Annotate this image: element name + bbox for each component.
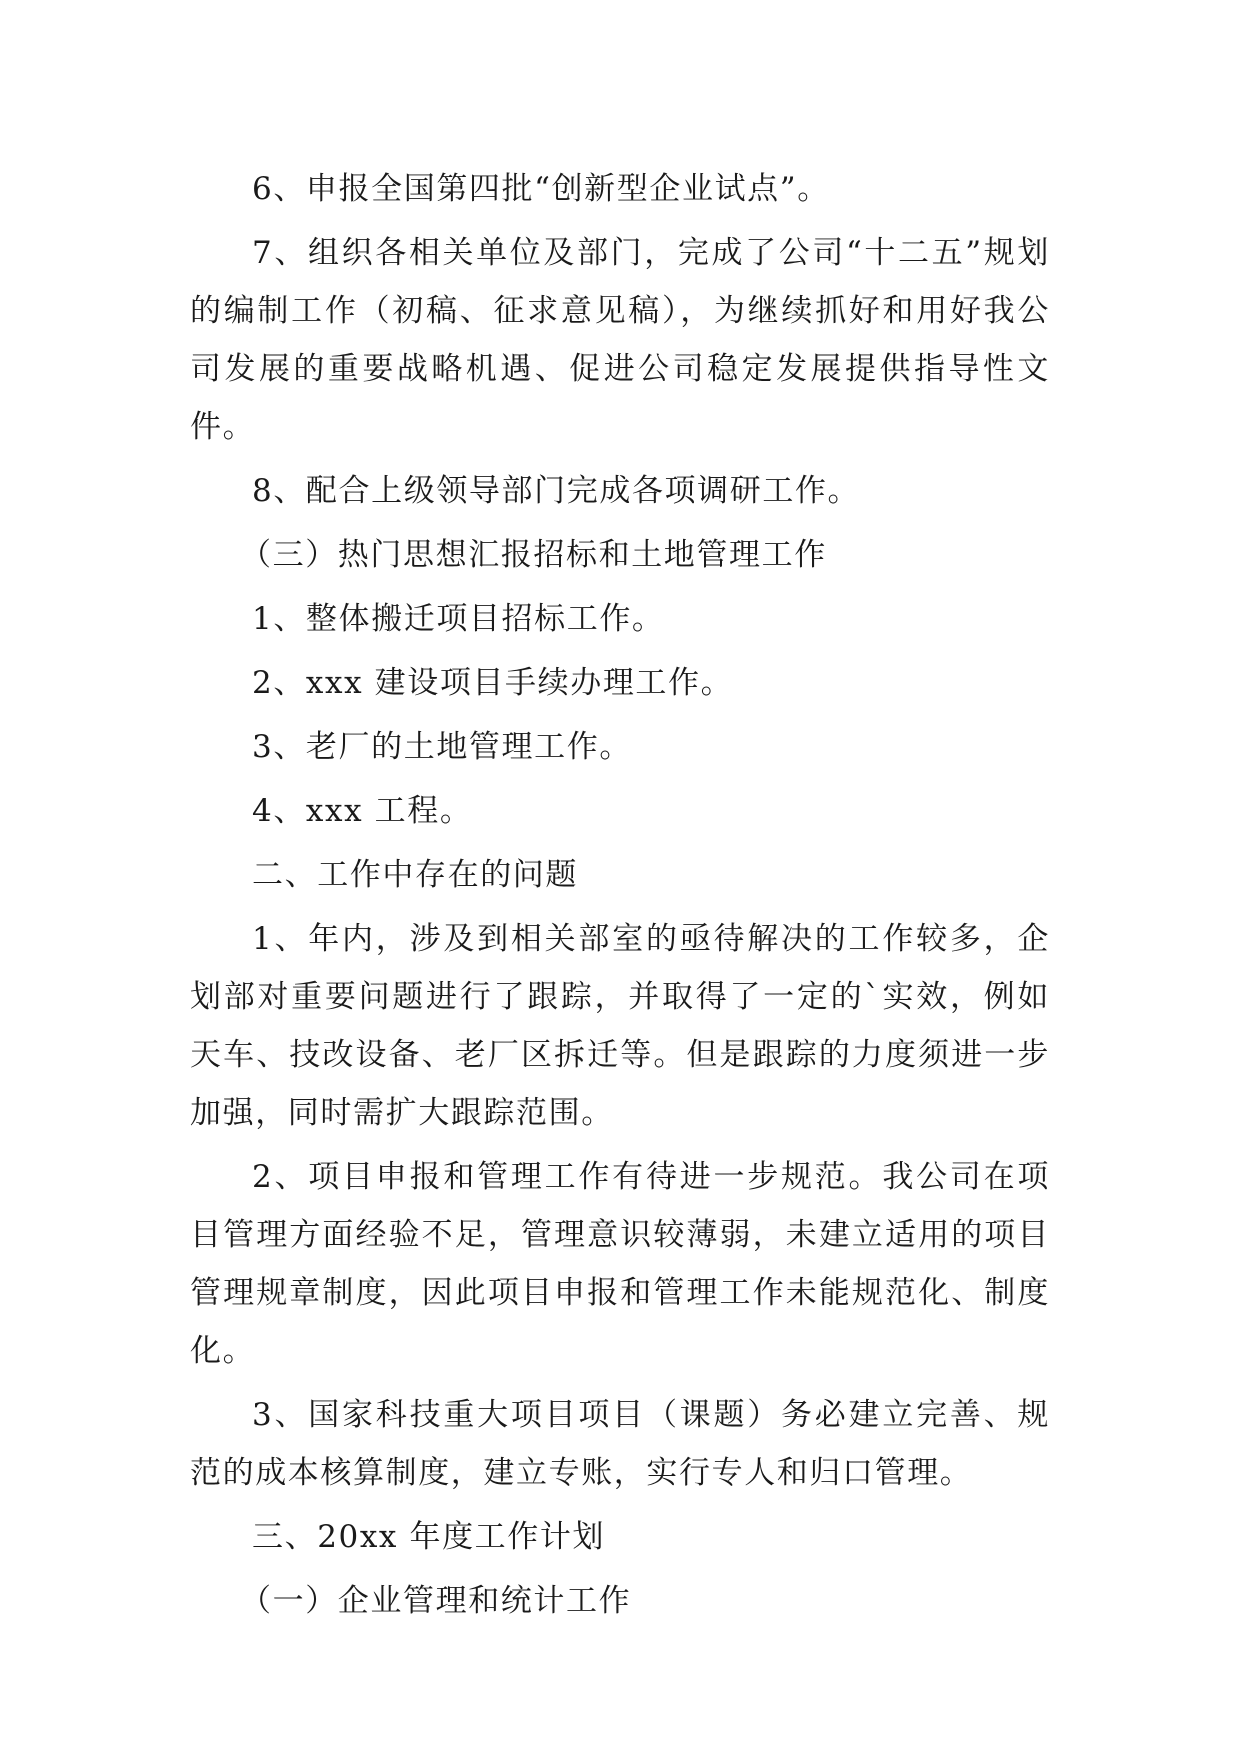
problem-paragraph-3: 3、国家科技重大项目项目（课题）务必建立完善、规范的成本核算制度，建立专账，实行专人和归口管理。 (190, 1397, 1050, 1491)
list-item-1: 1、整体搬迁项目招标工作。 (252, 601, 665, 637)
document-body (190, 160, 1050, 1636)
subsection-heading-1: （一）企业管理和统计工作 (240, 1583, 632, 1619)
subsection-heading-3: （三）热门思想汇报招标和土地管理工作 (240, 537, 827, 573)
problem-paragraph-2: 2、项目申报和管理工作有待进一步规范。我公司在项目管理方面经验不足，管理意识较薄弱，未建立适用的项目管理规章制度，因此项目申报和管理工作未能规范化、制度化。 (190, 1159, 1050, 1369)
section-heading-2: 二、工作中存在的问题 (252, 857, 578, 893)
list-item-6: 6、申报全国第四批“创新型企业试点”。 (252, 171, 830, 207)
list-item-4: 4、xxx 工程。 (252, 793, 473, 829)
list-item-8: 8、配合上级领导部门完成各项调研工作。 (252, 473, 861, 509)
list-item-2: 2、xxx 建设项目手续办理工作。 (252, 665, 734, 701)
list-item-3: 3、老厂的土地管理工作。 (252, 729, 632, 765)
list-item-7: 7、组织各相关单位及部门，完成了公司“十二五”规划的编制工作（初稿、征求意见稿），为继续抓好和用好我公司发展的重要战略机遇、促进公司稳定发展提供指导性文件。 (190, 235, 1050, 445)
problem-paragraph-1: 1、年内，涉及到相关部室的亟待解决的工作较多，企划部对重要问题进行了跟踪，并取得了一定的`实效，例如天车、技改设备、老厂区拆迁等。但是跟踪的力度须进一步加强，同时需扩大跟踪范围。 (190, 921, 1050, 1131)
section-heading-3: 三、20xx 年度工作计划 (252, 1519, 606, 1555)
